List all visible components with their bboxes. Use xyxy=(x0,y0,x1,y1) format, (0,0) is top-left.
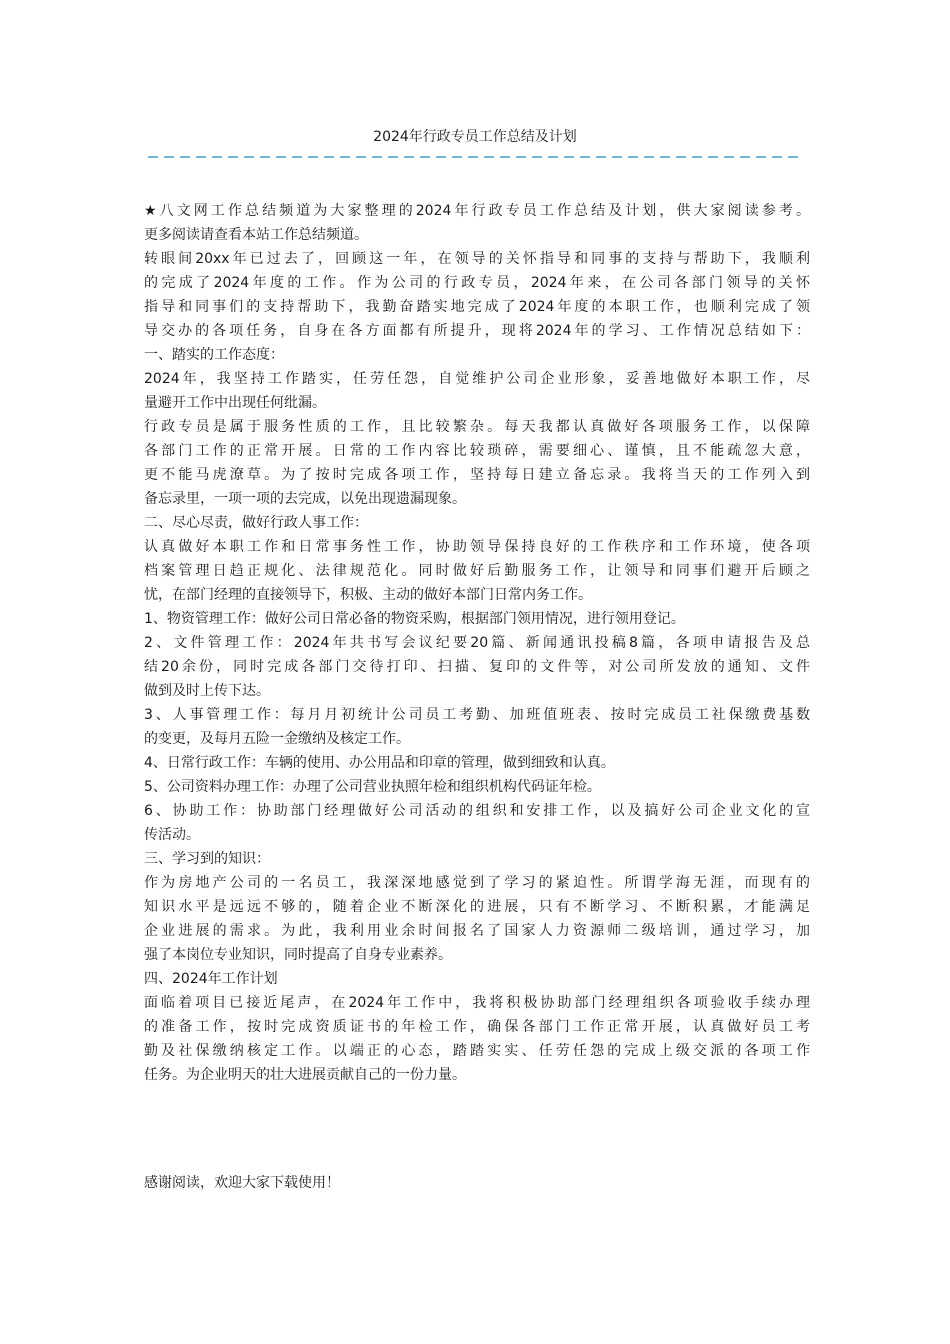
document-body xyxy=(144,199,810,1087)
body-line: 面临着项目已接近尾声，在2024年工作中，我将积极协助部门经理组织各项验收手续办理 xyxy=(144,995,810,1011)
body-line: 结20余份，同时完成各部门交待打印、扫描、复印的文件等，对公司所发放的通知、文件 xyxy=(144,659,810,675)
body-line: 二、尽心尽责，做好行政人事工作： xyxy=(144,515,368,531)
body-line: 6、协助工作：协助部门经理做好公司活动的组织和安排工作，以及搞好公司企业文化的宣 xyxy=(144,803,810,819)
body-line: 四、2024年工作计划 xyxy=(144,971,278,987)
body-line: 一、踏实的工作态度： xyxy=(144,347,284,363)
body-line: 2、文件管理工作：2024年共书写会议纪要20篇、新闻通讯投稿8篇，各项申请报告及总 xyxy=(144,635,810,651)
body-line: 做到及时上传下达。 xyxy=(144,683,270,699)
body-line: 认真做好本职工作和日常事务性工作，协助领导保持良好的工作秩序和工作环境，使各项 xyxy=(144,539,810,555)
body-line: 2024年，我坚持工作踏实，任劳任怨，自觉维护公司企业形象，妥善地做好本职工作，尽 xyxy=(144,371,810,387)
body-line: 4、日常行政工作：车辆的使用、办公用品和印章的管理，做到细致和认真。 xyxy=(144,755,615,771)
body-line: 档案管理日趋正规化、法律规范化。同时做好后勤服务工作，让领导和同事们避开后顾之 xyxy=(144,563,810,579)
body-line: 的完成了2024年度的工作。作为公司的行政专员，2024年来，在公司各部门领导的关怀 xyxy=(144,275,810,291)
body-line: 1、物资管理工作：做好公司日常必备的物资采购，根据部门领用情况，进行领用登记。 xyxy=(144,611,685,627)
body-line: 更多阅读请查看本站工作总结频道。 xyxy=(144,227,368,243)
body-line: 备忘录里，一项一项的去完成，以免出现遗漏现象。 xyxy=(144,491,466,507)
body-line: 各部门工作的正常开展。日常的工作内容比较琐碎，需要细心、谨慎，且不能疏忽大意， xyxy=(144,443,810,459)
body-line: 量避开工作中出现任何纰漏。 xyxy=(144,395,326,411)
body-line: ★八文网工作总结频道为大家整理的2024年行政专员工作总结及计划，供大家阅读参考。 xyxy=(144,203,810,219)
body-line: 的变更，及每月五险一金缴纳及核定工作。 xyxy=(144,731,410,747)
body-line: 企业进展的需求。为此，我利用业余时间报名了国家人力资源师二级培训，通过学习，加 xyxy=(144,923,810,939)
body-line: 三、学习到的知识： xyxy=(144,851,270,867)
body-line: 忧，在部门经理的直接领导下，积极、主动的做好本部门日常内务工作。 xyxy=(144,587,592,603)
body-line: 导交办的各项任务，自身在各方面都有所提升，现将2024年的学习、工作情况总结如下： xyxy=(144,323,810,339)
body-line: 行政专员是属于服务性质的工作，且比较繁杂。每天我都认真做好各项服务工作，以保障 xyxy=(144,419,810,435)
body-line: 指导和同事们的支持帮助下，我勤奋踏实地完成了2024年度的本职工作，也顺利完成了领 xyxy=(144,299,810,315)
closing-line: 感谢阅读，欢迎大家下载使用！ xyxy=(144,1175,340,1191)
body-line: 知识水平是远远不够的，随着企业不断深化的进展，只有不断学习、不断积累，才能满足 xyxy=(144,899,810,915)
body-line: 传活动。 xyxy=(144,827,200,843)
body-line: 的准备工作，按时完成资质证书的年检工作，确保各部门工作正常开展，认真做好员工考 xyxy=(144,1019,810,1035)
body-line: 转眼间20xx年已过去了，回顾这一年，在领导的关怀指导和同事的支持与帮助下，我顺利 xyxy=(144,251,810,267)
document-title: 2024年行政专员工作总结及计划 xyxy=(373,129,577,145)
body-line: 任务。为企业明天的壮大进展贡献自己的一份力量。 xyxy=(144,1067,466,1083)
body-line: 强了本岗位专业知识，同时提高了自身专业素养。 xyxy=(144,947,452,963)
title-divider xyxy=(148,156,800,158)
body-line: 勤及社保缴纳核定工作。以端正的心态，踏踏实实、任劳任怨的完成上级交派的各项工作 xyxy=(144,1043,810,1059)
body-line: 更不能马虎潦草。为了按时完成各项工作，坚持每日建立备忘录。我将当天的工作列入到 xyxy=(144,467,810,483)
body-line: 3、人事管理工作：每月月初统计公司员工考勤、加班值班表、按时完成员工社保缴费基数 xyxy=(144,707,810,723)
body-line: 作为房地产公司的一名员工，我深深地感觉到了学习的紧迫性。所谓学海无涯，而现有的 xyxy=(144,875,810,891)
body-line: 5、公司资料办理工作：办理了公司营业执照年检和组织机构代码证年检。 xyxy=(144,779,601,795)
